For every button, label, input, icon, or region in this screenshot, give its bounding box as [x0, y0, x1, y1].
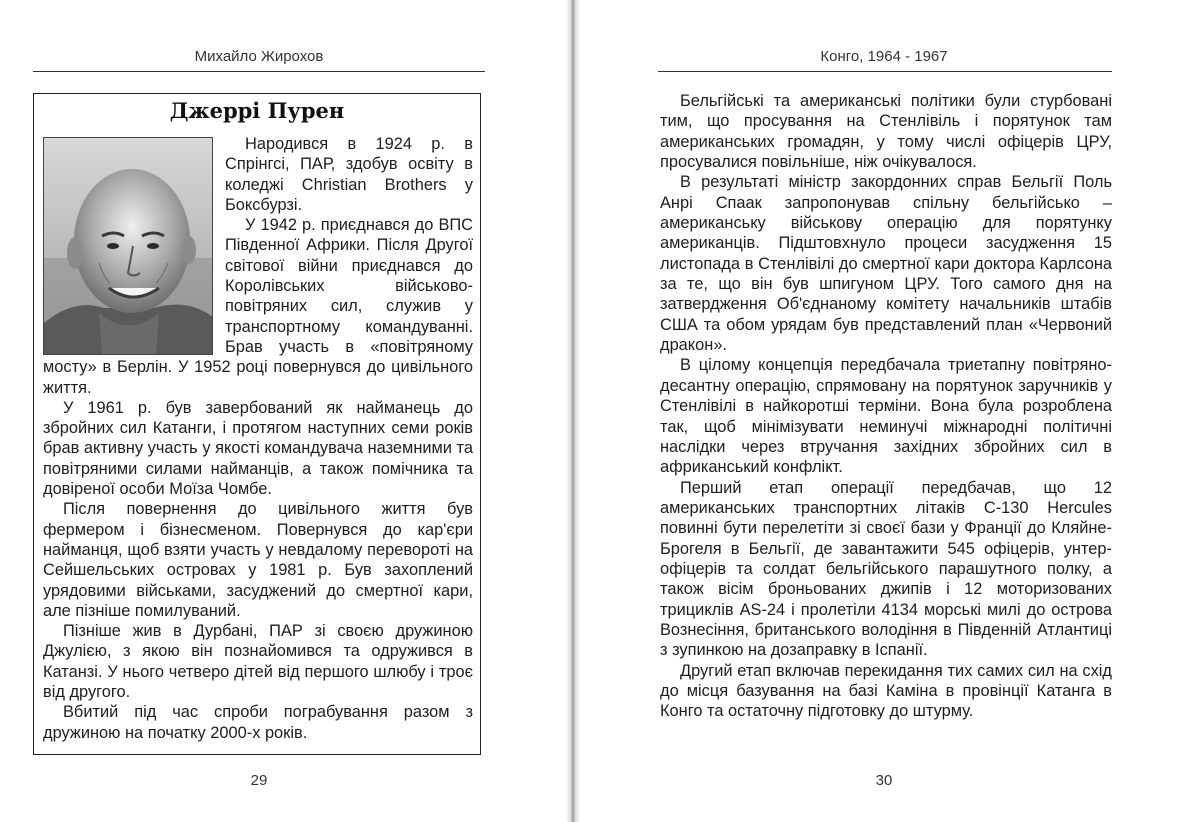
header-rule-right [658, 71, 1112, 72]
photo-spacer [43, 134, 221, 356]
sidebar-title: Джеррі Пурен [169, 98, 345, 123]
book-gutter [566, 0, 580, 822]
body-paragraph: В цілому концепція передбачала триетапну повітряно-десантну операцію, спрямовану на порятунок заручників у Стенлівілі в найкоротші терміни. Вона була розроблена так, щоб мінімізувати неминучі міжнародні політичні наслідки через втручання західних збройних сил в африканський конфлікт. [660, 356, 1112, 477]
page-number-right: 30 [875, 772, 893, 789]
sidebar-paragraph: У 1942 р. приєднався до ВПС Південної Африки. Після Другої світової війни приєднався до Королівських військово-повітряних сил, служив у транспортному командуванні. Брав участь в «повітряному мосту» в Берлін. У 1952 році повернувся до цивільного життя. [43, 216, 473, 397]
sidebar-paragraph: Вбитий під час спроби пограбування разом з дружиною на початку 2000-х років. [43, 703, 473, 742]
body-paragraph: В результаті міністр закордонних справ Бельгії Поль Анрі Спаак запропонував спільну бельгійсько – американську військову операцію для порятунку американців. Підштовхнуло процеси засудження 15 листопада в Стенлівілі до смертної кари доктора Карлсона за те, що він був шпигуном ЦРУ. Того самого дня на затвердження Об'єднаному комітету начальників штабів США та обом урядам був представлений план «Червоний дракон». [660, 173, 1112, 355]
left-page [0, 0, 566, 822]
running-head-right: Конго, 1964 - 1967 [820, 48, 948, 65]
sidebar-text [43, 134, 473, 743]
body-paragraph: Бельгійські та американські політики були стурбовані тим, що просування на Стенлівіль і порятунок там американських громадян, у тому числі офіцерів ЦРУ, просувалися повільніше, ніж очікувалося. [660, 92, 1112, 172]
main-text [660, 91, 1112, 722]
header-rule-left [33, 71, 485, 72]
sidebar-paragraph: Пізніше жив в Дурбані, ПАР зі своєю дружиною Джулією, з якою він познайомився та одружився в Катанзі. У нього четверо дітей від першого шлюбу і троє від другого. [43, 622, 473, 702]
page-number-left: 29 [250, 772, 268, 789]
sidebar-paragraph: У 1961 р. був завербований як найманець до збройних сил Катанги, і протягом наступних семи років брав активну участь у якості командувача наземними та повітряними силами найманців, а також помічника та довіреної особи Моїза Чомбе. [43, 398, 473, 499]
running-head-left: Михайло Жирохов [194, 48, 324, 65]
sidebar-paragraph: Народився в 1924 р. в Спрінгсі, ПАР, здобув освіту в коледжі Christian Brothers у Боксбурзі. [225, 135, 473, 214]
biography-sidebar [33, 93, 481, 755]
body-paragraph: Перший етап операції передбачав, що 12 американських транспортних літаків C-130 Hercules повинні бути перелетіти зі своєї бази у Франції до Кляйне-Брогеля в Бельгії, де завантажити 545 офіцерів, унтер-офіцерів та солдат бельгійського парашутного полку, а також вісім броньованих джипів і 12 моторизованих трициклів AS-24 і пролетіли 4134 морські милі до острова Вознесіння, британського володіння в Південній Атлантиці з зупинкою на дозаправку в Іспанії. [660, 478, 1112, 660]
sidebar-paragraph: Після повернення до цивільного життя був фермером і бізнесменом. Повернувся до кар'єри найманця, щоб взяти участь у невдалому перевороті на Сейшельських островах у 1981 р. Був захоплений урядовими військами, засуджений до смертної кари, але пізніше помилуваний. [43, 500, 473, 620]
body-paragraph: Другий етап включав перекидання тих самих сил на схід до місця базування на базі Каміна в провінції Катанга в Конго та остаточну підготовку до штурму. [660, 661, 1112, 721]
